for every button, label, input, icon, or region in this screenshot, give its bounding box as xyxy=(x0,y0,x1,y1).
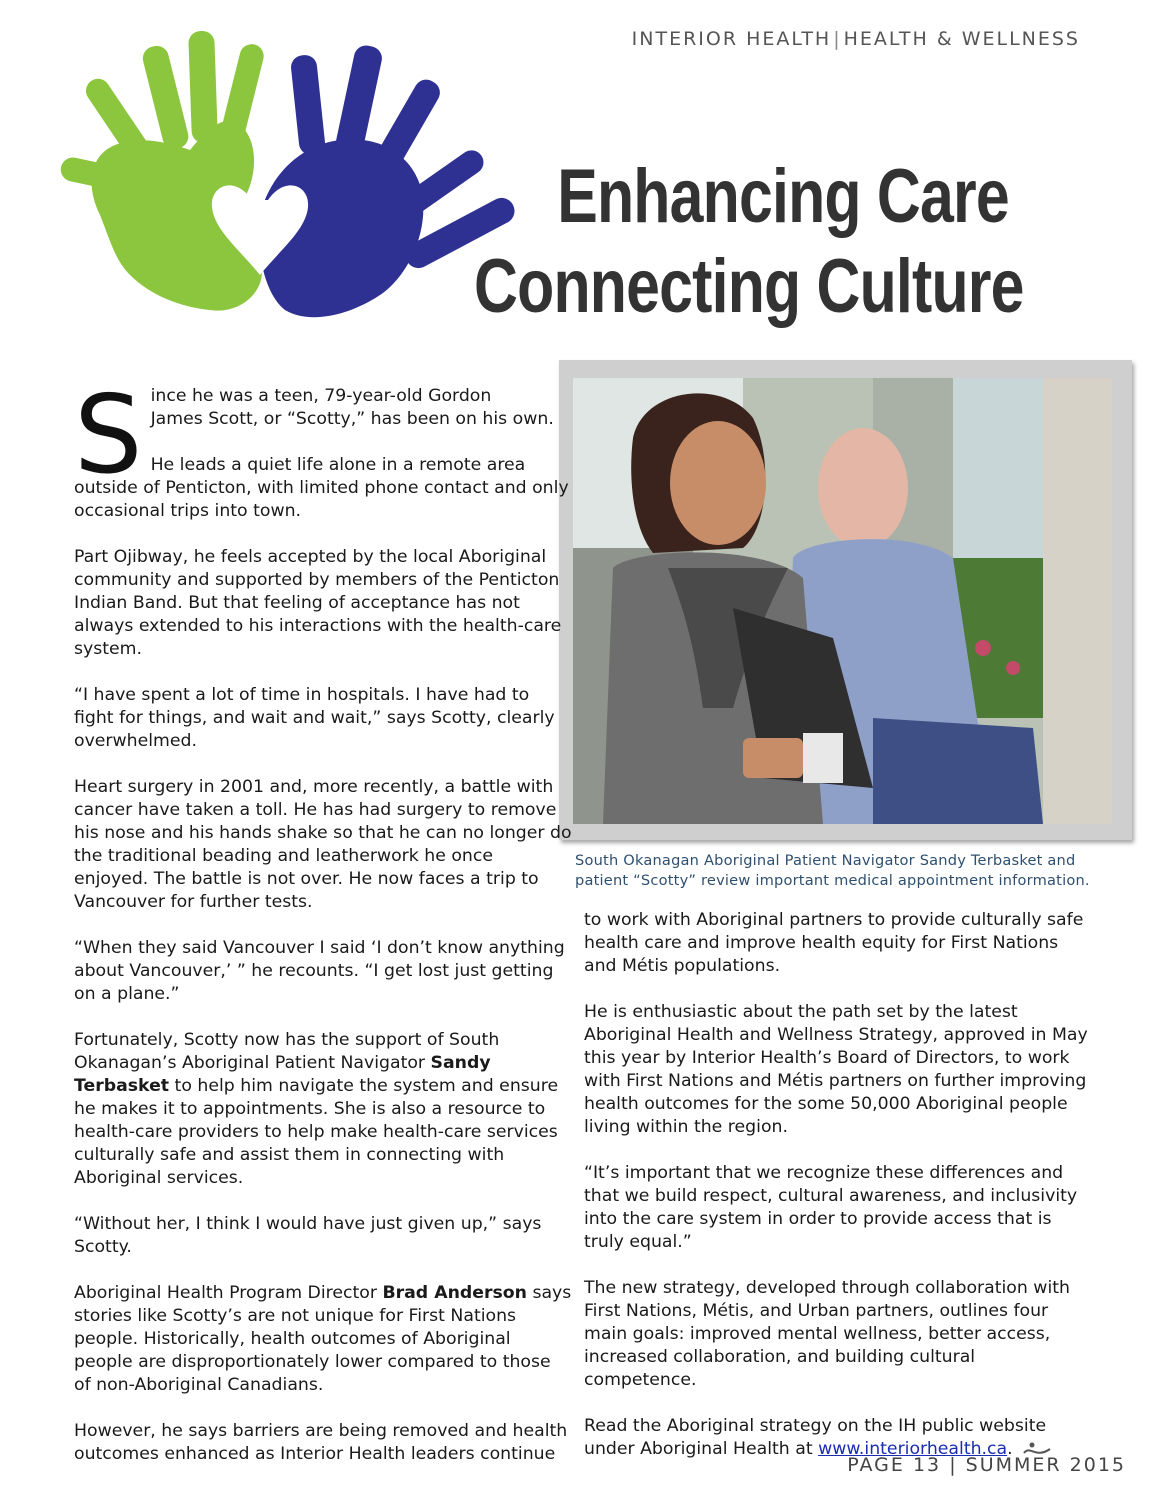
page-footer xyxy=(847,1454,1126,1476)
photo-navigator-and-patient xyxy=(573,378,1112,824)
interiorhealth-link[interactable]: www.interiorhealth.ca xyxy=(818,1439,1008,1459)
paragraph-8 xyxy=(74,1282,572,1397)
p8-text-b: says stories like Scotty’s are not unique for First Nations people. Historically, health outcomes of Aboriginal people are disproportionately lower compared to those of non-Aboriginal Canadians. xyxy=(74,1283,572,1395)
title-line-2: Connecting Culture xyxy=(474,244,1024,329)
c2p5-text-a: Read the Aboriginal strategy on the IH public website under Aboriginal Health at xyxy=(584,1416,1047,1459)
paragraph-3: “I have spent a lot of time in hospitals. I have had to fight for things, and wait and wait,” says Scotty, clearly overwhelmed. xyxy=(74,685,555,751)
p8-text-a: Aboriginal Health Program Director xyxy=(74,1283,383,1303)
header-section: HEALTH & WELLNESS xyxy=(843,28,1080,50)
c2p5-text-b: . xyxy=(1007,1439,1013,1459)
col2-paragraph-2: He is enthusiastic about the path set by the latest Aboriginal Health and Wellness Strategy, approved in May this year by Interior Health’s Board of Directors, to work with First Nations and Métis partners on further improving health outcomes for the some 50,000 Aboriginal people living within the region. xyxy=(584,1002,1088,1137)
title-line-1: Enhancing Care xyxy=(557,154,1009,239)
paragraph-9: However, he says barriers are being removed and health outcomes enhanced as Interior Health leaders continue xyxy=(74,1421,568,1464)
col2-paragraph-1: to work with Aboriginal partners to provide culturally safe health care and improve health equity for First Nations and Métis populations. xyxy=(584,910,1084,976)
paragraph-7: “Without her, I think I would have just given up,” says Scotty. xyxy=(74,1214,542,1257)
green-handprint-icon xyxy=(60,31,266,311)
article-column-1 xyxy=(74,373,572,1489)
article-column-2 xyxy=(584,909,1090,1484)
paragraph-1 xyxy=(74,373,572,523)
name-sandy-terbasket: Sandy Terbasket xyxy=(74,1053,491,1096)
photo-caption: South Okanagan Aboriginal Patient Navigator Sandy Terbasket and patient “Scotty” review important medical appointment information. xyxy=(575,852,1090,889)
p1b-rest: outside of Penticton, with limited phone contact and only occasional trips into town. xyxy=(74,478,569,521)
article-title xyxy=(474,152,1024,332)
p6-text-a: Fortunately, Scotty now has the support of South Okanagan’s Aboriginal Patient Navigator xyxy=(74,1030,500,1073)
paragraph-6 xyxy=(74,1029,572,1190)
paragraph-4: Heart surgery in 2001 and, more recently, a battle with cancer have taken a toll. He has had surgery to remove his nose and his hands shake so that he can no longer do the traditional beading and leatherwork he once enjoyed. The battle is not over. He now faces a trip to Vancouver for further tests. xyxy=(74,777,572,912)
running-header xyxy=(632,28,1080,50)
drop-cap: S xyxy=(74,373,143,498)
col2-paragraph-3: “It’s important that we recognize these differences and that we build respect, cultural awareness, and inclusivity into the care system in order to provide access that is truly equal.” xyxy=(584,1163,1078,1252)
photo-frame xyxy=(559,360,1132,840)
paragraph-5: “When they said Vancouver I said ‘I don’t know anything about Vancouver,’ ” he recounts. “I get lost just getting on a plane.” xyxy=(74,938,565,1004)
page-number: PAGE 13 xyxy=(847,1454,942,1476)
header-separator: | xyxy=(833,28,842,50)
header-publication: INTERIOR HEALTH xyxy=(631,28,832,50)
p6-text-b: to help him navigate the system and ensure he makes it to appointments. She is also a resource to health-care providers to help make health-care services culturally safe and assist them in connecting with Aboriginal services. xyxy=(74,1076,559,1188)
paragraph-2: Part Ojibway, he feels accepted by the local Aboriginal community and supported by members of the Penticton Indian Band. But that feeling of acceptance has not always extended to his interactions with the health-care system. xyxy=(74,547,562,659)
col2-paragraph-4: The new strategy, developed through collaboration with First Nations, Métis, and Urban partners, outlines four main goals: improved mental wellness, better access, increased collaboration, and building cultural competence. xyxy=(584,1278,1070,1390)
issue-date: SUMMER 2015 xyxy=(965,1454,1126,1476)
footer-separator: | xyxy=(949,1454,958,1476)
name-brad-anderson: Brad Anderson xyxy=(382,1283,527,1303)
p1-line2: James Scott, or “Scotty,” has been on his own. xyxy=(150,409,554,429)
p1-line1: ince he was a teen, 79-year-old Gordon xyxy=(150,386,492,406)
p1b-start: He leads a quiet life alone in a remote area xyxy=(150,455,526,475)
